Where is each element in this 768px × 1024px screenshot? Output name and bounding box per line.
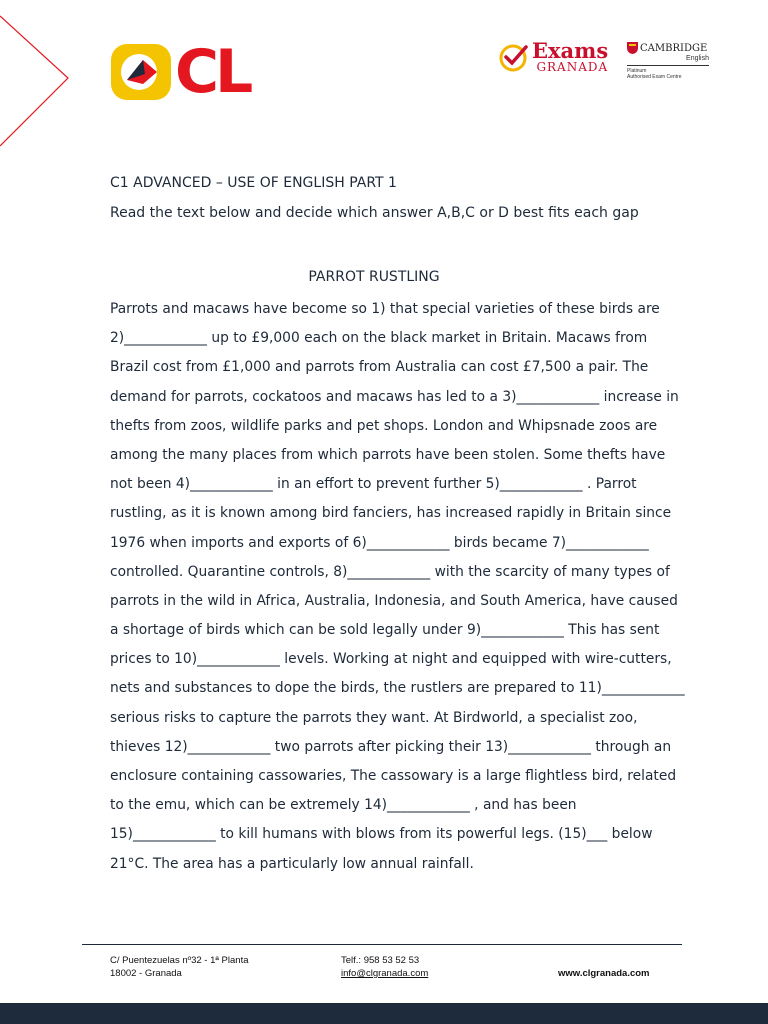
cambridge-divider (627, 65, 709, 66)
cambridge-name: CAMBRIDGE (640, 42, 708, 54)
cl-logo-text: CL (175, 37, 250, 107)
cl-logo-badge-icon (111, 44, 171, 100)
passage-line: thieves 12)____________ two parrots after picking their 13)____________ through an (110, 738, 672, 755)
granada-logo-word: GRANADA (536, 60, 609, 74)
exams-granada-logo (498, 40, 608, 73)
cambridge-english: English (686, 55, 709, 62)
passage-line: not been 4)____________ in an effort to prevent further 5)____________ . Parrot (110, 476, 637, 493)
passage-line: among the many places from which parrots have been stolen. Some thefts have (110, 446, 666, 463)
passage-line: a shortage of birds which can be sold legally under 9)____________ This has sent (110, 622, 660, 639)
passage-line: 21°C. The area has a particularly low annual rainfall. (110, 855, 474, 872)
exams-logo-word: Exams (532, 38, 609, 63)
passage-line: parrots in the wild in Africa, Australia, Indonesia, and South America, have caused (110, 592, 678, 609)
passage-line: to the emu, which can be extremely 14)____________ , and has been (110, 797, 577, 814)
passage-line: Brazil cost from £1,000 and parrots from Australia can cost £7,500 a pair. The (110, 359, 649, 376)
corner-decoration (0, 0, 80, 160)
bottom-bar (0, 1003, 768, 1024)
footer-phone: Telf.: 958 53 52 53 (341, 955, 420, 966)
cambridge-tier: Platinum (627, 68, 647, 74)
passage-line: serious risks to capture the parrots they want. At Birdworld, a specialist zoo, (110, 709, 638, 726)
cl-logo (111, 37, 250, 107)
passage-line: rustling, as it is known among bird fanciers, has increased rapidly in Britain since (110, 505, 672, 522)
cambridge-centre: Authorised Exam Centre (627, 74, 682, 80)
cambridge-logo (627, 42, 709, 80)
passage-line: nets and substances to dope the birds, the rustlers are prepared to 11)____________ (110, 680, 685, 697)
footer-address-line1: C/ Puentezuelas nº32 - 1ª Planta (110, 955, 249, 966)
passage-line: prices to 10)____________ levels. Working at night and equipped with wire-cutters, (110, 651, 672, 668)
checkmark-circle-icon (498, 41, 530, 73)
passage-line: thefts from zoos, wildlife parks and pet shops. London and Whipsnade zoos are (110, 417, 658, 434)
footer-address-line2: 18002 - Granada (110, 968, 182, 979)
instructions: Read the text below and decide which answer A,B,C or D best fits each gap (110, 205, 639, 221)
passage-line: demand for parrots, cockatoos and macaws has led to a 3)____________ increase in (110, 388, 679, 405)
passage-line: controlled. Quarantine controls, 8)____________ with the scarcity of many types of (110, 563, 670, 580)
document-title: C1 ADVANCED – USE OF ENGLISH PART 1 (110, 175, 397, 191)
footer-divider (82, 944, 682, 945)
cambridge-shield-icon (627, 42, 638, 54)
text-heading: PARROT RUSTLING (308, 269, 440, 285)
passage-line: Parrots and macaws have become so 1) that special varieties of these birds are (110, 301, 660, 317)
passage-line: 15)____________ to kill humans with blows from its powerful legs. (15)___ below (110, 826, 653, 843)
passage (110, 298, 685, 882)
footer-website-link[interactable]: www.clgranada.com (558, 968, 650, 979)
passage-line: 1976 when imports and exports of 6)____________ birds became 7)____________ (110, 534, 649, 551)
footer-email-link[interactable]: info@clgranada.com (341, 968, 429, 979)
passage-line: enclosure containing cassowaries, The cassowary is a large flightless bird, related (110, 768, 677, 784)
passage-line: 2)____________ up to £9,000 each on the black market in Britain. Macaws from (110, 330, 648, 347)
